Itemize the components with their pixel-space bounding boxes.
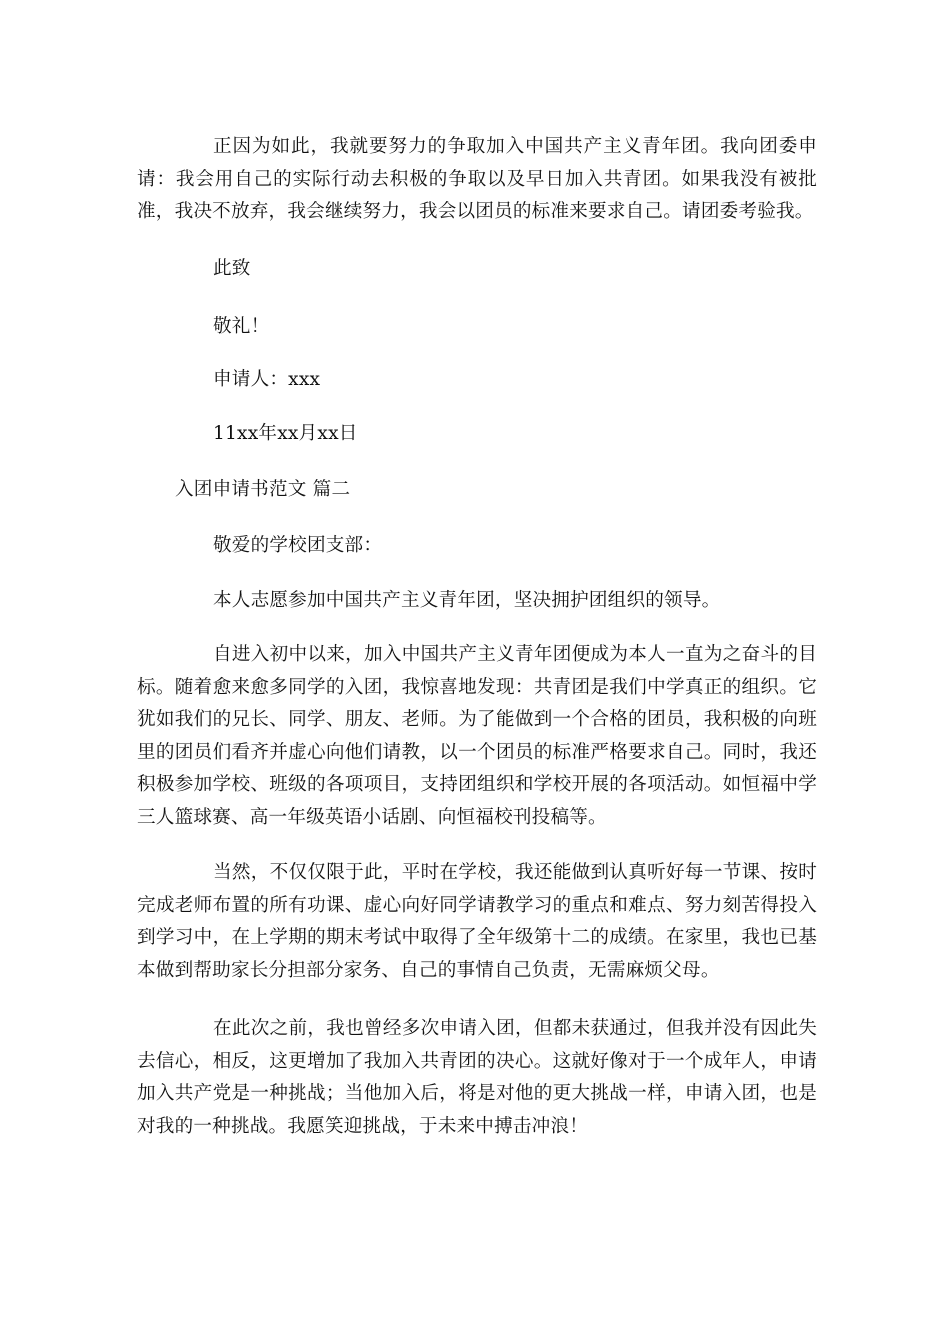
paragraph-study-habits: 当然，不仅仅限于此，平时在学校，我还能做到认真听好每一节课、按时完成老师布置的所有功课、虚心向好同学请教学习的重点和难点、努力刻苦得投入到学习中，在上学期的期末考试中取得了全年级第十二的成绩。在家里，我也已基本做到帮助家长分担部分家务、自己的事情自己负责，无需麻烦父母。 [137, 862, 817, 981]
closing-salute: 敬礼！ [213, 316, 270, 337]
paragraph-school-life: 自进入初中以来，加入中国共产主义青年团便成为本人一直为之奋斗的目标。随着愈来愈多同学的入团，我惊喜地发现：共青团是我们中学真正的组织。它犹如我们的兄长、同学、朋友、老师。为了能做到一个合格的团员，我积极的向班里的团员们看齐并虚心向他们请教，以一个团员的标准严格要求自己。同时，我还积极参加学校、班级的各项项目，支持团组织和学校开展的各项活动。如恒福中学三人篮球赛、高一年级英语小话剧、向恒福校刊投稿等。 [137, 644, 817, 828]
paragraph-determination: 在此次之前，我也曾经多次申请入团，但都未获通过，但我并没有因此失去信心，相反，这更增加了我加入共青团的决心。这就好像对于一个成年人，申请加入共产党是一种挑战；当他加入后，将是对他的更大挑战一样，申请入团，也是对我的一种挑战。我愿笑迎挑战，于未来中搏击冲浪！ [137, 1018, 817, 1137]
section-title: 入团申请书范文 篇二 [175, 479, 351, 500]
salutation: 敬爱的学校团支部： [213, 535, 383, 556]
application-date: 11xx年xx月xx日 [213, 423, 358, 444]
paragraph-pledge: 本人志愿参加中国共产主义青年团，坚决拥护团组织的领导。 [213, 590, 721, 611]
paragraph-commitment: 正因为如此，我就要努力的争取加入中国共产主义青年团。我向团委申请：我会用自己的实际行动去积极的争取以及早日加入共青团。如果我没有被批准，我决不放弃，我会继续努力，我会以团员的标准来要求自己。请团委考验我。 [137, 136, 817, 223]
applicant-signature: 申请人：xxx [213, 369, 321, 390]
closing-greeting: 此致 [213, 258, 251, 279]
